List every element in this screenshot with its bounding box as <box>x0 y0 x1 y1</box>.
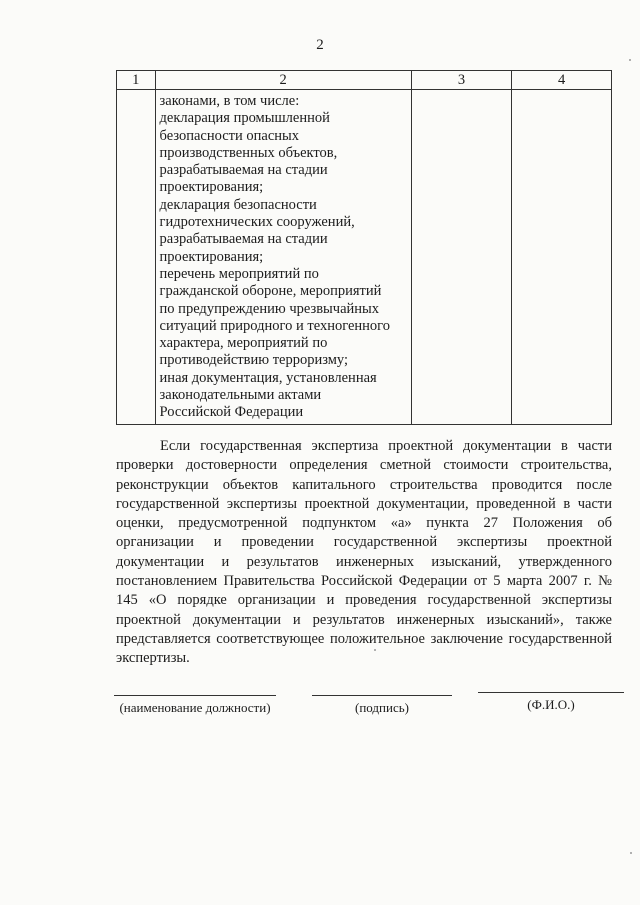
row-cell-col-4 <box>512 90 612 425</box>
header-col-3: 3 <box>411 71 512 90</box>
row-cell-col-3 <box>411 90 512 425</box>
fio-caption: (Ф.И.О.) <box>527 697 575 712</box>
fio-field <box>478 692 624 713</box>
signature-caption: (подпись) <box>355 700 409 715</box>
header-col-1: 1 <box>117 71 156 90</box>
fio-line <box>478 692 624 693</box>
scan-speck <box>629 59 631 61</box>
table-header-row <box>117 71 612 90</box>
row-cell-col-2 <box>155 90 411 425</box>
scan-speck <box>374 649 376 651</box>
position-line <box>114 695 276 696</box>
table-row <box>117 90 612 425</box>
signature-line <box>312 695 452 696</box>
header-col-2: 2 <box>155 71 411 90</box>
documentation-list-text: законами, в том числе: декларация промышленной безопасности опасных производственных объектов, разрабатываемая на стадии проектирования; декларация безопасности гидротехнических сооружений, разрабатываемая на стадии проектирования; перечень мероприятий по гражданской обороне, мероприятий по предупреждению чрезвычайных ситуаций природного и техногенного характера, мероприятий по противодействию терроризму; иная документация, установленная законодательными актами Российской Федерации <box>159 93 391 421</box>
signature-field <box>312 695 452 716</box>
scan-speck <box>630 852 632 854</box>
page-number: 2 <box>316 37 324 53</box>
row-cell-col-1 <box>117 90 156 425</box>
position-signature-field <box>114 695 276 716</box>
body-paragraph: Если государственная экспертиза проектной документации в части проверки достоверности определения сметной стоимости строительства, реконструкции объектов капитального строительства проводится после государственной экспертизы проектной документации, проведенной в части оценки, предусмотренной подпунктом «а» пункта 27 Положения об организации и проведении государственной экспертизы проектной документации и результатов инженерных изысканий, утвержденного постановлением Правительства Российской Федерации от 5 марта 2007 г. № 145 «О порядке организации и проведения государственной экспертизы проектной документации и результатов инженерных изысканий», также представляется соответствующее положительное заключение государственной экспертизы. <box>116 438 612 667</box>
document-table <box>116 70 612 425</box>
header-col-4: 4 <box>512 71 612 90</box>
position-caption: (наименование должности) <box>119 700 271 715</box>
